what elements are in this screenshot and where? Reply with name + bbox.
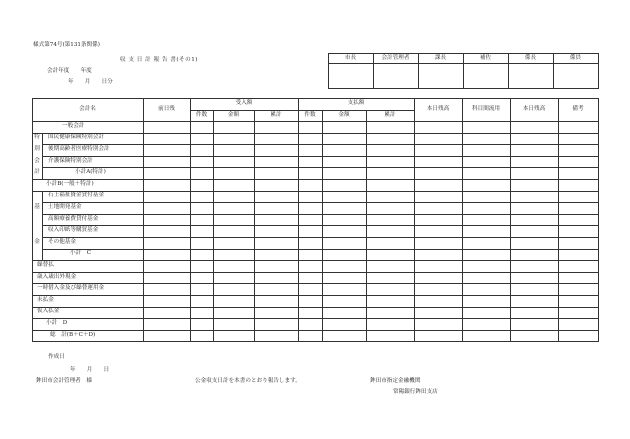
header-account-name: 会計名 xyxy=(79,105,96,112)
approval-label: 係長 xyxy=(524,54,537,61)
grid-line xyxy=(366,110,367,342)
header-count-2: 件数 xyxy=(304,111,316,118)
row-label: 一時借入金及び繰替運用金 xyxy=(37,285,105,292)
grid-line xyxy=(510,98,511,342)
approval-label: 課長 xyxy=(434,54,447,61)
grid-line xyxy=(32,121,599,122)
grid-line xyxy=(32,318,599,319)
grid-line xyxy=(298,98,299,342)
grid-line xyxy=(32,330,599,331)
header-cumulative: 累計 xyxy=(270,111,282,118)
grid-line xyxy=(143,98,144,342)
header-today-balance: 本日残高 xyxy=(426,105,450,112)
row-label: 介護保険特別会計 xyxy=(48,157,93,164)
row-label: 小計 D xyxy=(46,320,68,326)
fiscal-year-label: 会計年度 年度 xyxy=(47,68,92,74)
header-remarks: 備考 xyxy=(572,105,584,112)
header-previous-balance: 前日残 xyxy=(158,105,175,112)
grid-line xyxy=(42,225,599,226)
row-label: 国民健康保険特別会計 xyxy=(48,134,104,141)
grid-line xyxy=(32,272,599,273)
grid-line xyxy=(42,202,599,203)
date-label: 年 月 日分 xyxy=(68,79,113,85)
row-label: 仮入払金 xyxy=(37,308,60,315)
group-label-special xyxy=(33,133,41,179)
row-label: 小計 C xyxy=(70,250,92,257)
grid-line xyxy=(598,53,599,89)
grid-line xyxy=(414,98,415,342)
page-title: 収 支 日 計 報 告 書(その1) xyxy=(120,57,198,63)
grid-line xyxy=(32,133,599,134)
group-label-char: 計 xyxy=(34,169,40,176)
bank-label: 鉾田市指定金融機関 xyxy=(370,378,421,384)
bank-name: 常陽銀行鉾田支店 xyxy=(393,389,438,395)
grid-line xyxy=(254,110,255,342)
grid-line xyxy=(42,167,599,168)
row-label: 土地開発基金 xyxy=(48,204,82,210)
header-inter-account-use: 科目間流用 xyxy=(472,105,500,112)
grid-line xyxy=(32,283,599,284)
group-label-fund xyxy=(33,191,41,261)
row-label: 小計A(特計) xyxy=(75,169,106,176)
row-label: 繰替払 xyxy=(37,262,54,268)
row-label: 小計B(一般＋特計) xyxy=(46,180,94,187)
row-label: 一般会計 xyxy=(62,122,85,129)
grid-line xyxy=(598,98,599,342)
row-label: その他基金 xyxy=(48,238,76,245)
form-number: 様式第74号(第131条関係) xyxy=(33,42,100,48)
grid-line xyxy=(42,214,599,215)
report-text: 公金収支日計を本書のとおり報告します。 xyxy=(195,378,301,384)
row-label: 未払金 xyxy=(37,296,54,303)
grid-line xyxy=(42,144,599,145)
grid-line xyxy=(32,191,599,192)
header-receipts: 受入額 xyxy=(235,100,253,106)
row-label: 後期高齢者医療特別会計 xyxy=(48,146,110,152)
header-amount-2: 金額 xyxy=(338,111,350,118)
grid-line xyxy=(42,237,599,238)
approval-label: 補佐 xyxy=(479,54,492,61)
grid-line xyxy=(322,110,323,342)
grid-line xyxy=(32,98,599,99)
group-label-char: 特 xyxy=(34,134,40,141)
row-label: 歳入歳出外現金 xyxy=(37,273,77,280)
group-label-char: 金 xyxy=(34,238,40,245)
grid-line xyxy=(42,249,599,250)
created-date: 年 月 日 xyxy=(70,367,110,373)
grid-line xyxy=(42,191,43,260)
row-label: 総 計(B＋C＋D) xyxy=(50,331,96,338)
approval-label: 係員 xyxy=(569,54,582,61)
grid-line xyxy=(190,98,191,342)
row-label: 石上福祉資金貸付基金 xyxy=(48,192,104,199)
grid-line xyxy=(32,260,599,261)
grid-line xyxy=(42,133,43,179)
approval-label: 会計管理者 xyxy=(381,54,410,61)
created-label: 作成日 xyxy=(48,354,65,360)
grid-line xyxy=(32,179,599,180)
grid-line xyxy=(42,156,599,157)
approval-label: 市長 xyxy=(344,54,357,61)
header-payments: 支払額 xyxy=(347,100,365,106)
row-label: 高額療養費貸付基金 xyxy=(48,215,99,222)
grid-line xyxy=(32,341,599,342)
grid-line xyxy=(32,307,599,308)
grid-line xyxy=(213,110,214,342)
group-label-char: 別 xyxy=(34,145,40,152)
group-label-char: 会 xyxy=(34,157,40,164)
addressee: 鉾田市会計管理者 様 xyxy=(36,378,92,384)
grid-line xyxy=(32,295,599,296)
row-label: 収入印紙等購買基金 xyxy=(48,227,99,234)
grid-line xyxy=(462,98,463,342)
group-label-char: 基 xyxy=(34,203,40,210)
header-count: 件数 xyxy=(195,111,208,118)
header-amount: 金額 xyxy=(227,111,240,118)
grid-line xyxy=(558,98,559,342)
header-today-balance-2: 本日残高 xyxy=(522,105,546,112)
header-cumulative-2: 累計 xyxy=(384,111,396,118)
grid-line xyxy=(190,110,414,111)
